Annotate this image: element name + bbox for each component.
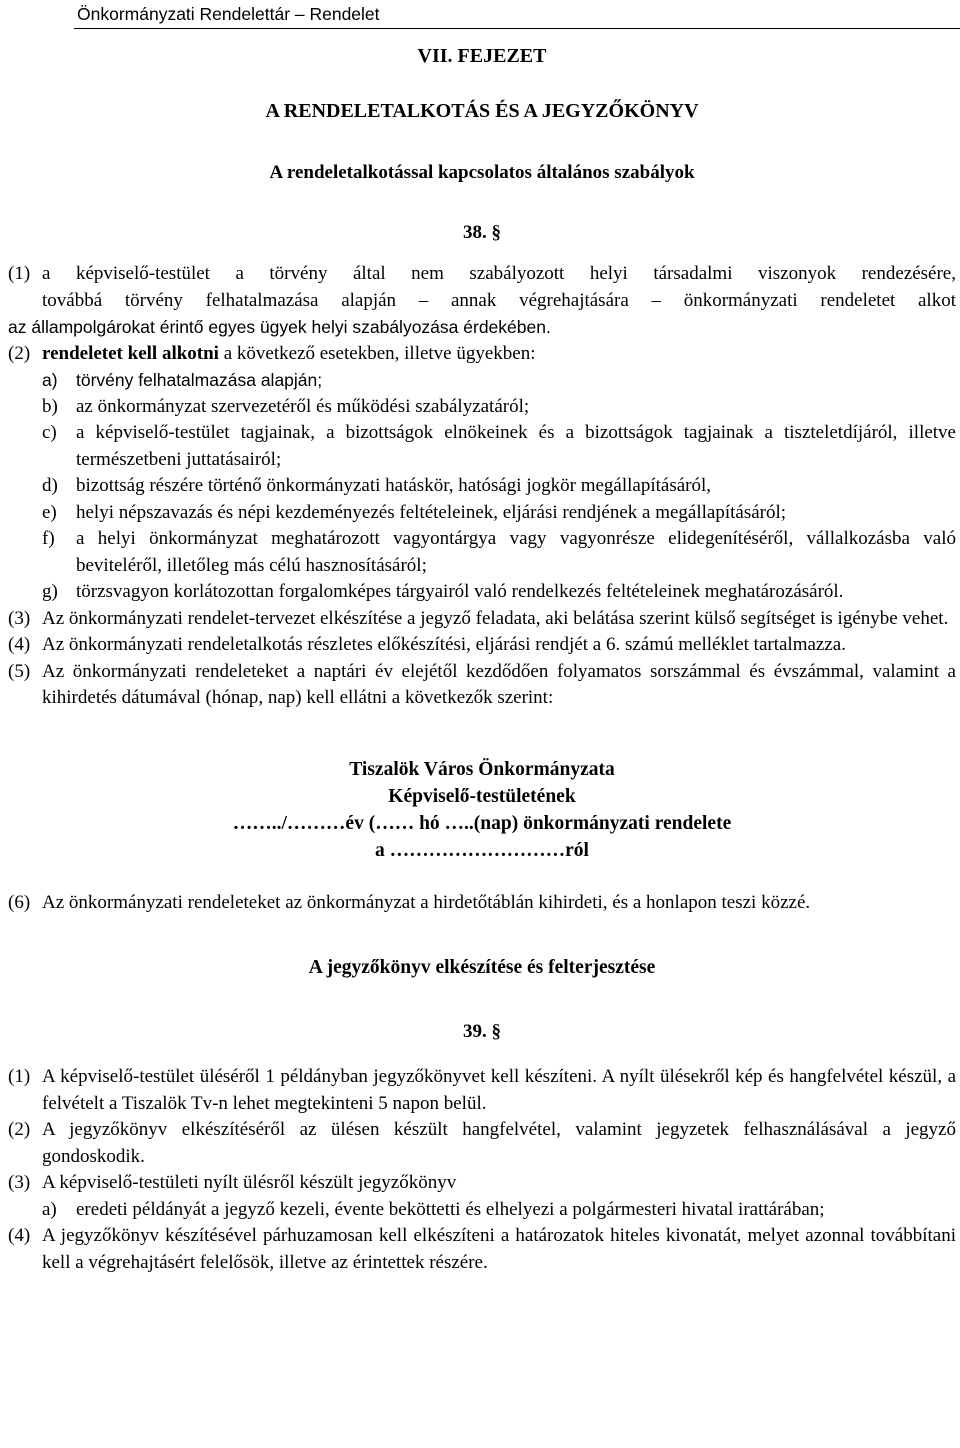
formula-line: ……../………év (…… hó …..(nap) önkormányzati rendelete — [232, 812, 732, 834]
paragraph-38-1 — [8, 261, 956, 341]
list-item: f) a helyi önkormányzat meghatározott vagyontárgya vagy vagyonrésze elidegenítéséről, vállalkozásba való beviteléről, illetőleg más célú hasznosításáról; — [42, 528, 956, 576]
section-38-number: 38. § — [463, 222, 501, 243]
paragraph-bold: rendeletet kell alkotni — [42, 342, 219, 364]
paragraph-38-5 — [8, 659, 956, 712]
paragraph-38-2 — [8, 341, 956, 368]
list-item: g) törzsvagyon korlátozottan forgalomképes tárgyairól való rendelkezés feltételeinek meghatározásáról. — [42, 581, 844, 602]
paragraph-text: Az önkormányzati rendeletalkotás részletes előkészítési, eljárási rendjét a 6. számú melléklet tartalmazza. — [42, 634, 846, 655]
paragraph-number: (1) — [8, 1066, 31, 1087]
list-item: a) eredeti példányát a jegyző kezeli, évente beköttetti és elhelyezi a polgármesteri hivatal irattárában; — [42, 1198, 825, 1220]
paragraph-38-4 — [8, 632, 956, 659]
paragraph-39-2 — [8, 1117, 956, 1170]
section-39-number: 39. § — [463, 1021, 501, 1042]
formula-line: a ………………………ról — [375, 839, 589, 861]
paragraph-38-3 — [8, 606, 956, 633]
list-item: d) bizottság részére történő önkormányzati hatáskör, hatósági jogkör megállapításáról, — [42, 475, 711, 496]
paragraph-number: (2) — [8, 1119, 31, 1140]
formula-line: Tiszalök Város Önkormányzata — [349, 758, 615, 780]
paragraph-text: A képviselő-testület üléséről 1 példányban jegyzőkönyvet kell készíteni. A nyílt ülésekről kép és hangfelvétel készül, a felvételt a Tiszalök Tv-n lehet megtekinteni 5 napon belül. — [42, 1066, 956, 1114]
paragraph-number: (2) — [8, 342, 31, 364]
chapter-subtitle: A rendeletalkotással kapcsolatos általános szabályok — [269, 162, 695, 183]
paragraph-text: Az önkormányzati rendeleteket az önkormányzat a hirdetőtáblán kihirdeti, és a honlapon teszi közzé. — [42, 891, 811, 913]
paragraph-number: (6) — [8, 891, 31, 913]
paragraph-number: (4) — [8, 634, 31, 655]
decree-title-formula — [8, 756, 956, 864]
section-39-title: A jegyzőkönyv elkészítése és felterjesztése — [308, 957, 656, 978]
list-item: c) a képviselő-testület tagjainak, a bizottságok elnökeinek és a bizottságok tagjainak a tiszteletdíjáról, illetve természetbeni juttatásairól; — [42, 422, 956, 470]
paragraph-number: (5) — [8, 660, 31, 682]
formula-line: Képviselő-testületének — [388, 785, 576, 807]
paragraph-text: Az önkormányzati rendeleteket a naptári év elejétől kezdődően folyamatos sorszámmal és évszámmal, valamint a kihirdetés dátumával (hónap, nap) kell ellátni a következők szerint: — [42, 660, 956, 708]
paragraph-number: (1) — [8, 263, 31, 284]
list-item: a) törvény felhatalmazása alapján; — [42, 370, 323, 390]
paragraph-intro — [42, 341, 956, 368]
chapter-title: A RENDELETALKOTÁS ÉS A JEGYZŐKÖNYV — [265, 100, 699, 122]
document-body — [8, 44, 956, 1276]
chapter-label: VII. FEJEZET — [417, 45, 547, 67]
list-38-2 — [8, 367, 956, 606]
paragraph-number: (3) — [8, 1172, 31, 1193]
paragraph-text: A jegyzőkönyv készítésével párhuzamosan kell elkészíteni a határozatok hiteles kivonatát, melyet azonnal továbbítani kell a végrehajtásért felelősök, illetve az érintettek részére. — [42, 1225, 956, 1273]
paragraph-number: (3) — [8, 607, 31, 629]
paragraph-text: Az önkormányzati rendelet-tervezet elkészítése a jegyző feladata, aki belátása szerint külső segítséget is igénybe vehet. — [42, 607, 949, 629]
paragraph-line: továbbá törvény felhatalmazása alapján – annak végrehajtására – önkormányzati rendeletet alkot — [42, 289, 956, 311]
list-item: e) helyi népszavazás és népi kezdeményezés feltételeinek, eljárási rendjének a megállapításáról; — [42, 501, 787, 523]
header-title: Önkormányzati Rendelettár – Rendelet — [77, 4, 380, 24]
page-header — [0, 0, 960, 30]
paragraph-39-3 — [8, 1170, 956, 1197]
list-39-3 — [8, 1197, 956, 1224]
paragraph-39-1 — [8, 1064, 956, 1117]
paragraph-rest: a következő esetekben, illetve ügyekben: — [218, 342, 536, 364]
paragraph-number: (4) — [8, 1225, 31, 1246]
header-divider — [74, 28, 960, 29]
paragraph-39-4 — [8, 1223, 956, 1276]
list-item: b) az önkormányzat szervezetéről és működési szabályzatáról; — [42, 395, 530, 417]
paragraph-38-6 — [8, 890, 956, 917]
paragraph-line: az állampolgárokat érintő egyes ügyek helyi szabályozása érdekében. — [8, 317, 551, 337]
paragraph-text: A jegyzőkönyv elkészítéséről az ülésen készült hangfelvétel, valamint jegyzetek felhasználásával a jegyző gondoskodik. — [42, 1119, 956, 1167]
paragraph-line: a képviselő-testület a törvény által nem szabályozott helyi társadalmi viszonyok rendezésére, — [42, 263, 956, 284]
paragraph-text: A képviselő-testületi nyílt ülésről készült jegyzőkönyv — [42, 1172, 457, 1193]
